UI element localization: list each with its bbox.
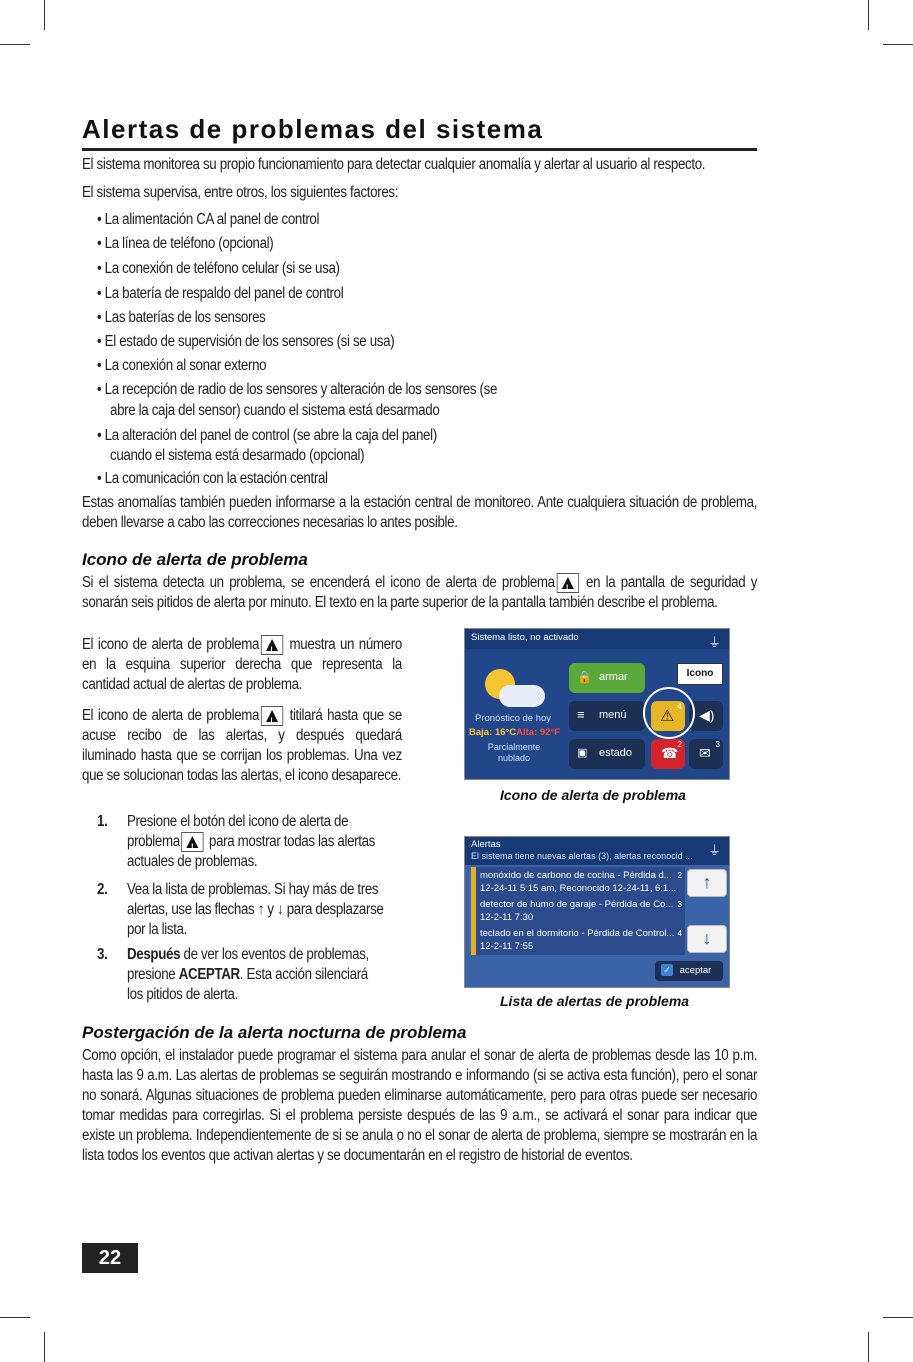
bullet-item: • La conexión al sonar externo xyxy=(97,357,267,374)
alert-list-item[interactable]: monóxido de carbono de cocina - Pérdida d... 12-24-11 5:15 am, Reconocido 12-24-11, 6:1... 2 xyxy=(471,867,685,897)
bullet-item: • La recepción de radio de los sensores y alteración de los sensores (se xyxy=(97,381,498,398)
power-plug-icon: ⏚ xyxy=(708,843,722,858)
section1-paragraph: Si el sistema detecta un problema, se encenderá el icono de alerta de problema! en la pantalla de seguridad y sonarán seis pitidos de alerta por minuto. El texto en la parte superior de la pantalla también describe el problema. xyxy=(82,573,757,613)
speaker-icon: ◀) xyxy=(699,707,715,723)
section-heading: Postergación de la alerta nocturna de problema xyxy=(82,1023,467,1042)
bullet-item: • Las baterías de los sensores xyxy=(97,309,266,326)
alert-triangle-icon xyxy=(182,832,204,852)
lock-icon: 🔒 xyxy=(577,670,592,684)
bullet-item: • La conexión de teléfono celular (si se usa) xyxy=(97,260,340,277)
crop-mark xyxy=(883,1317,913,1318)
figure-caption: Icono de alerta de problema xyxy=(500,787,686,803)
bullet-item: • La línea de teléfono (opcional) xyxy=(97,235,274,252)
section2-paragraph: Como opción, el instalador puede programar el sistema para anular el sonar de alerta de problemas desde las 10 p.m. hasta las 9 a.m. Las alertas de problemas se seguirán mostrando e informando (si se activa esta función), pero el sonar no sonará. Algunas situaciones de problema pueden eliminarse automáticamente, pero para otras puede ser necesario tomar medidas para corregirlas. Si el problema persiste después de las 9 a.m., se activará el sonar para indicar que existe un problema. Independientemente de si se anula o no el sonar de alerta de problema, siempre se mostrarán en la lista todos los eventos que activan alertas y se documentarán en el registro de historial de eventos. xyxy=(82,1047,758,1164)
temperature-range: Baja: 16°CAlta: 92°F xyxy=(469,727,561,738)
red-alarm-button[interactable] xyxy=(651,739,685,769)
icon-number-paragraph: El icono de alerta de problema! muestra un número en la esquina superior derecha que representa la cantidad actual de alertas de problema. xyxy=(82,635,402,695)
messages-button[interactable] xyxy=(689,739,723,769)
bullet-item: • La alimentación CA al panel de control xyxy=(97,211,320,228)
scroll-down-button[interactable]: ↓ xyxy=(687,925,727,953)
figure-caption: Lista de alertas de problema xyxy=(500,993,690,1009)
anomalies-paragraph: Estas anomalías también pueden informarse a la estación central de monitoreo. Ante cualquiera situación de problema, deben llevarse a cabo las correcciones necesarias lo antes posible. xyxy=(82,494,758,531)
alert-triangle-icon xyxy=(261,706,283,726)
icon-blink-paragraph: El icono de alerta de problema! titilará hasta que se acuse recibo de las alertas, y después quedará iluminado hasta que se corrijan los problemas. Una vez que se solucionan todas las alertas, el icono desaparece. xyxy=(82,706,402,786)
status-text: Sistema listo, no activado xyxy=(471,632,579,643)
bullet-item: • El estado de supervisión de los sensores (si se usa) xyxy=(97,333,395,350)
alert-list-item[interactable]: detector de humo de garaje - Pérdida de Co... 12-2-11 7:30 3 xyxy=(471,896,685,926)
bell-icon: ☎ xyxy=(661,745,679,761)
crop-mark xyxy=(0,1317,30,1318)
highlight-circle xyxy=(643,687,695,739)
accept-button[interactable]: ✓ aceptar xyxy=(655,961,723,981)
step-number: 3. xyxy=(97,946,108,963)
power-plug-icon: ⏚ xyxy=(708,635,722,650)
message-count-badge: 3 xyxy=(715,740,720,749)
intro-text: El sistema monitorea su propio funcionamiento para detectar cualquier anomalía y alertar al usuario al respecto. xyxy=(82,156,706,173)
alert-triangle-icon xyxy=(261,635,283,655)
bullet-item: • La alteración del panel de control (se abre la caja del panel) xyxy=(97,427,437,444)
arm-button[interactable]: 🔒 armar xyxy=(569,663,645,693)
step-text: Después de ver los eventos de problemas, presione ACEPTAR. Esta acción silenciará los pitidos de alerta. xyxy=(127,946,369,1003)
crop-mark xyxy=(883,44,913,45)
step-number: 2. xyxy=(97,881,108,898)
step-text: Presione el botón del icono de alerta de problema! para mostrar todas las alertas actuales de problemas. xyxy=(127,812,385,872)
alert-count-badge: 4 xyxy=(677,702,682,711)
crop-mark xyxy=(0,44,30,45)
icon-callout-label: Icono xyxy=(677,663,723,685)
security-screen xyxy=(464,628,730,780)
check-icon: ✓ xyxy=(661,964,673,976)
step-text: Vea la lista de problemas. Si hay más de tres alertas, use las flechas ↑ y ↓ para desplazarse por la lista. xyxy=(127,881,384,938)
alerts-title: Alertas xyxy=(471,839,501,850)
bullet-item: • La comunicación con la estación central xyxy=(97,470,328,487)
page-number: 22 xyxy=(82,1243,138,1273)
crop-mark xyxy=(868,1332,869,1362)
alerts-subtitle: El sistema tiene nuevas alertas (3), alertas reconocid ... xyxy=(471,851,693,861)
alert-triangle-icon xyxy=(556,573,578,593)
step-number: 1. xyxy=(97,813,108,830)
alert-triangle-icon: ⚠ xyxy=(660,708,675,725)
status-button[interactable]: ▣ estado xyxy=(569,739,645,769)
envelope-icon: ✉ xyxy=(699,745,711,761)
alert-list-item[interactable]: teclado en el dormitorio - Pérdida de Control... 12-2-11 7:55 4 xyxy=(471,925,685,955)
status-icon: ▣ xyxy=(577,747,588,759)
alerts-screen xyxy=(464,836,730,988)
scroll-up-button[interactable]: ↑ xyxy=(687,869,727,897)
condition-text: Parcialmente nublado xyxy=(487,742,541,763)
list-icon: ≡ xyxy=(577,707,585,722)
title-rule xyxy=(82,148,757,151)
cloud-icon xyxy=(499,685,545,707)
menu-button[interactable]: ≡ menú xyxy=(569,701,645,731)
bullet-item-cont: cuando el sistema está desarmado (opcional) xyxy=(110,447,365,464)
factors-intro: El sistema supervisa, entre otros, los siguientes factores: xyxy=(82,184,399,201)
crop-mark xyxy=(44,1332,45,1362)
forecast-label: Pronóstico de hoy xyxy=(475,713,552,724)
section-heading: Icono de alerta de problema xyxy=(82,550,308,569)
crop-mark xyxy=(868,0,869,30)
page-title: Alertas de problemas del sistema xyxy=(82,114,544,144)
red-count-badge: 2 xyxy=(677,740,682,749)
crop-mark xyxy=(44,0,45,30)
bullet-item: • La batería de respaldo del panel de control xyxy=(97,285,344,302)
bullet-item-cont: abre la caja del sensor) cuando el sistema está desarmado xyxy=(110,402,440,419)
